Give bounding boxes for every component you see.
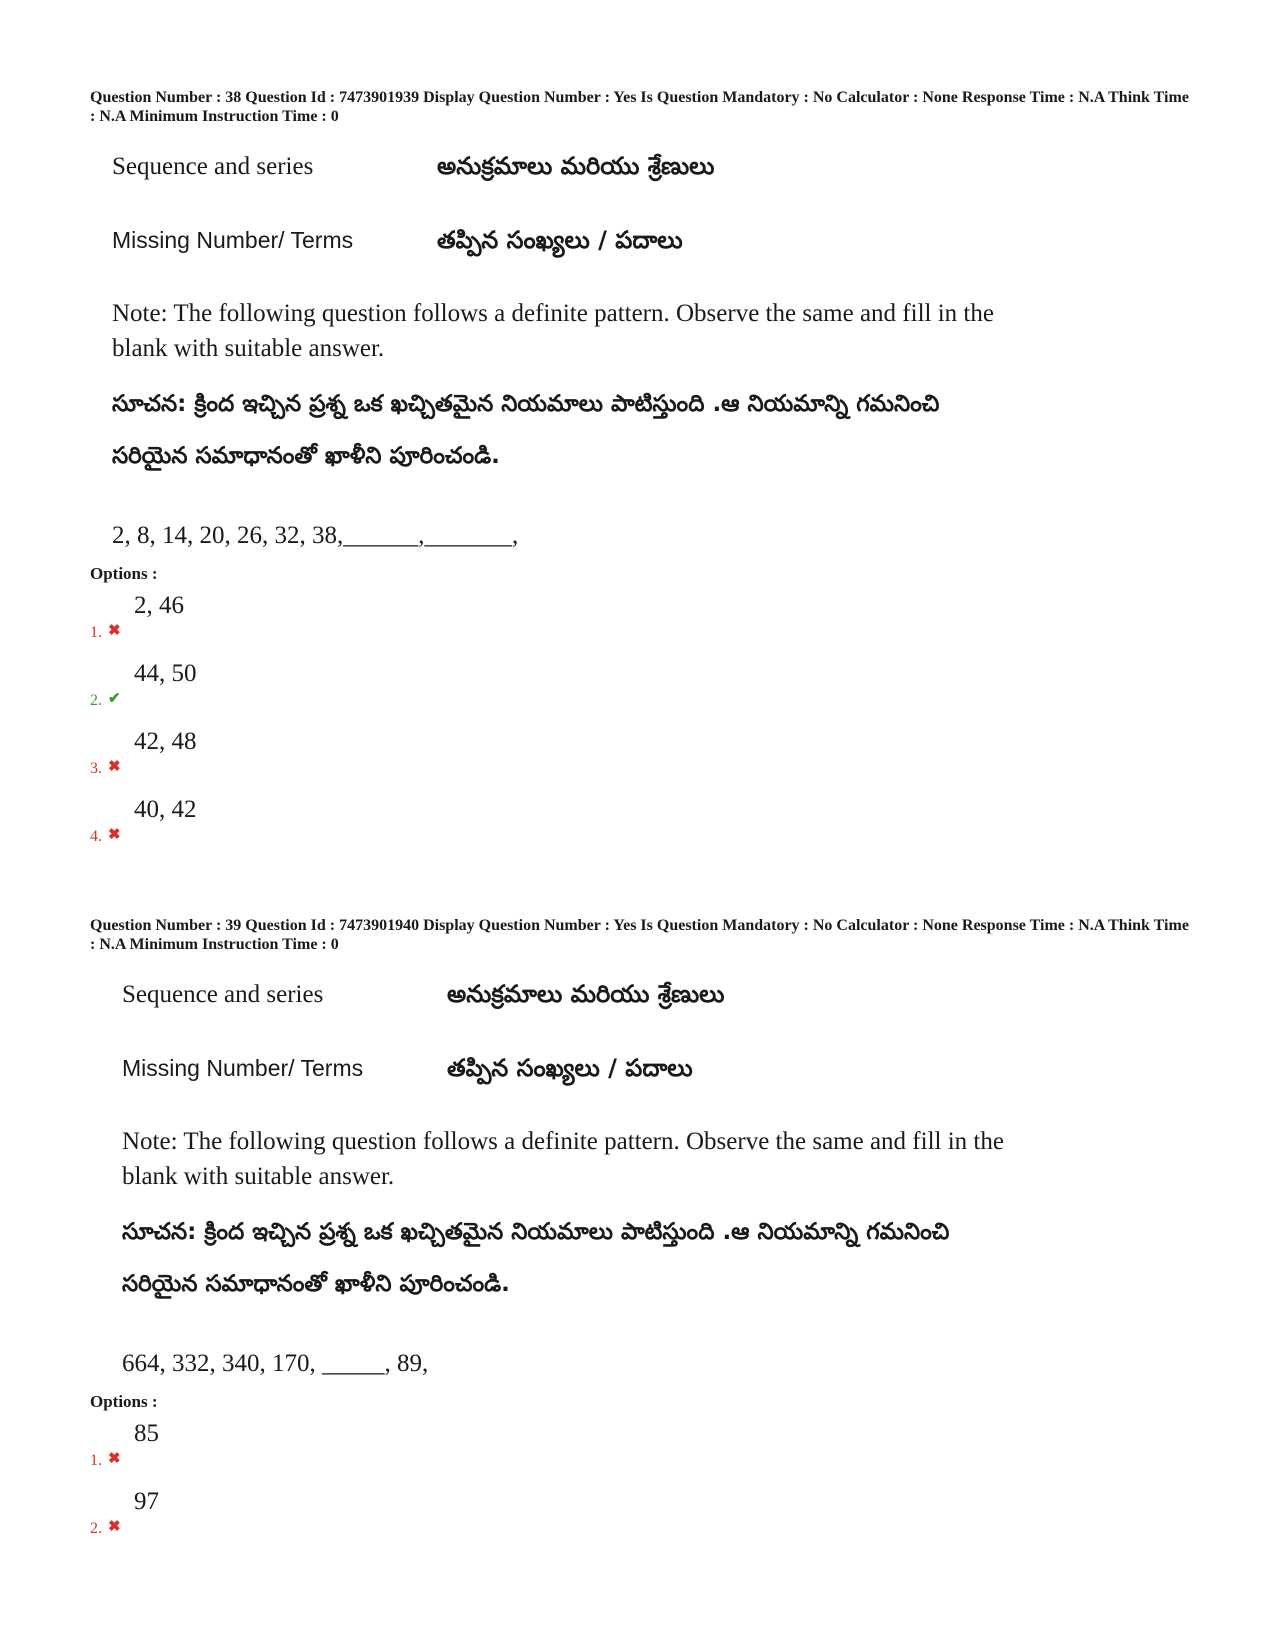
series-question: 2, 8, 14, 20, 26, 32, 38,______,_______, (112, 522, 519, 549)
wrong-cross-icon: ✖ (108, 827, 121, 843)
wrong-cross-icon: ✖ (108, 623, 121, 639)
note-te: సూచన: క్రింద ఇచ్చిన ప్రశ్న ఒక ఖచ్చితమైన నియమాలు పాటిస్తుంది .ఆ నియమాన్ని గమనించి సరియైన సమాధానంతో ఖాళీని పూరించండి. (112, 391, 940, 469)
question-card (112, 152, 1275, 550)
option-number: 1. (90, 1452, 102, 1469)
option-4 (0, 788, 1275, 856)
option-value: 85 (134, 1420, 159, 1447)
subtopic-row (122, 1054, 1275, 1098)
correct-check-icon: ✔ (108, 691, 121, 707)
topic-row (112, 152, 1275, 196)
question-39 (0, 916, 1275, 1548)
option-number: 2. (90, 1520, 102, 1537)
subtopic-te: తప్పిన సంఖ్యలు / పదాలు (437, 226, 683, 254)
option-number: 3. (90, 760, 102, 777)
options-label: Options : (90, 564, 158, 583)
note-en: Note: The following question follows a definite pattern. Observe the same and fill in the blank with suitable answer. (112, 300, 994, 362)
subtopic-te: తప్పిన సంఖ్యలు / పదాలు (447, 1054, 693, 1082)
question-card (122, 980, 1275, 1378)
option-2 (0, 1480, 1275, 1548)
wrong-cross-icon: ✖ (108, 1451, 121, 1467)
topic-en: Sequence and series (112, 153, 314, 180)
option-value: 42, 48 (134, 728, 197, 755)
wrong-cross-icon: ✖ (108, 759, 121, 775)
option-3 (0, 720, 1275, 788)
wrong-cross-icon: ✖ (108, 1519, 121, 1535)
topic-row (122, 980, 1275, 1024)
option-value: 44, 50 (134, 660, 197, 687)
note-en: Note: The following question follows a definite pattern. Observe the same and fill in the blank with suitable answer. (122, 1128, 1004, 1190)
option-value: 40, 42 (134, 796, 197, 823)
question-meta: Question Number : 39 Question Id : 7473901940 Display Question Number : Yes Is Question Mandatory : No Calculator : None Response Time : N.A Think Time : N.A Minimum Instruction Time : 0 (90, 917, 1189, 953)
topic-te: అనుక్రమాలు మరియు శ్రేణులు (437, 152, 715, 180)
question-38 (0, 88, 1275, 856)
note-te: సూచన: క్రింద ఇచ్చిన ప్రశ్న ఒక ఖచ్చితమైన నియమాలు పాటిస్తుంది .ఆ నియమాన్ని గమనించి సరియైన సమాధానంతో ఖాళీని పూరించండి. (122, 1219, 950, 1297)
option-2 (0, 652, 1275, 720)
options-label: Options : (90, 1392, 158, 1411)
option-number: 1. (90, 624, 102, 641)
question-meta: Question Number : 38 Question Id : 7473901939 Display Question Number : Yes Is Question Mandatory : No Calculator : None Response Time : N.A Think Time : N.A Minimum Instruction Time : 0 (90, 89, 1189, 125)
option-1 (0, 1412, 1275, 1480)
option-value: 97 (134, 1488, 159, 1515)
subtopic-row (112, 226, 1275, 270)
subtopic-en: Missing Number/ Terms (122, 1055, 364, 1081)
topic-en: Sequence and series (122, 981, 324, 1008)
topic-te: అనుక్రమాలు మరియు శ్రేణులు (447, 980, 725, 1008)
subtopic-en: Missing Number/ Terms (112, 227, 354, 253)
option-1 (0, 584, 1275, 652)
option-number: 4. (90, 828, 102, 845)
option-value: 2, 46 (134, 592, 184, 619)
series-question: 664, 332, 340, 170, _____, 89, (122, 1350, 429, 1377)
option-number: 2. (90, 692, 102, 709)
